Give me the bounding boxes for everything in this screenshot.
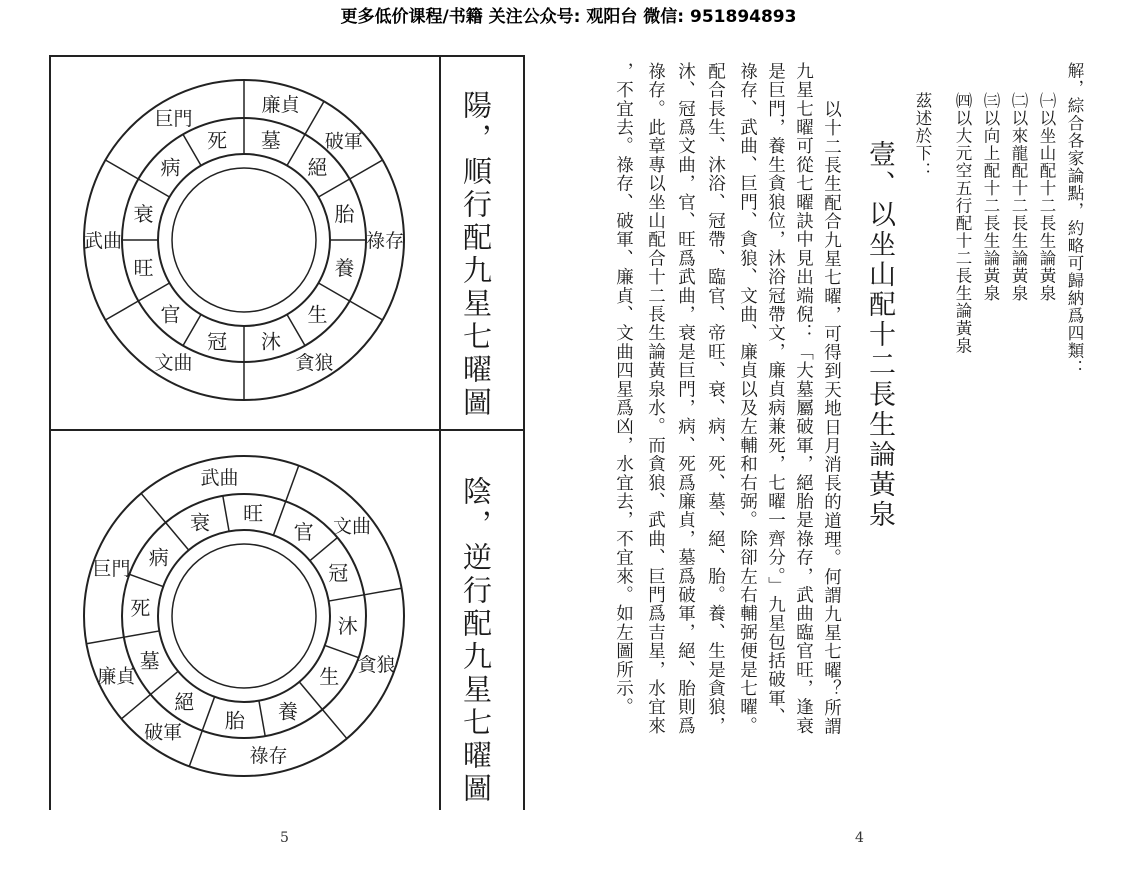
category-item: ㈡以來龍配十二長生論黃泉 bbox=[1009, 92, 1028, 302]
wheel-stage-label: 死 bbox=[207, 128, 228, 153]
body-line: 配合長生、沐浴、冠帶、臨官、帝旺、衰、病、死、墓、絕、胎。養、生是貪狼， bbox=[705, 62, 726, 736]
wheel-stage-label: 官 bbox=[293, 519, 314, 544]
wheel-star-label: 文曲 bbox=[154, 352, 193, 375]
category-item: ㈣以大元空五行配十二長生論黃泉 bbox=[953, 92, 972, 355]
wheel-stage-label: 病 bbox=[160, 155, 181, 180]
wheel-star-label: 廉貞 bbox=[261, 93, 300, 116]
wheel-stage-label: 養 bbox=[277, 699, 298, 724]
body-line: 以十二長生配合九星七曜，可得到天地日月消長的道理。何謂九星七曜？所謂 bbox=[821, 100, 842, 736]
body-line: 九星七曜可從七曜訣中見出端倪：「大墓屬破軍，絕胎是祿存，武曲臨官旺，逢衰 bbox=[793, 62, 814, 736]
wheel-star-label: 巨門 bbox=[92, 557, 131, 580]
body-line: 是巨門，養生貪狼位，沐浴冠帶文，廉貞病兼死，七曜一齊分。」九星包括破軍、 bbox=[765, 62, 786, 727]
body-line: ，不宜去。祿存、破軍、廉貞、文曲四星爲凶，水宜去，不宜來。如左圖所示。 bbox=[613, 62, 634, 717]
yin-diagram-caption: 陰，逆行配九星七曜圖 bbox=[459, 476, 493, 806]
wheel-stage-label: 生 bbox=[307, 302, 328, 327]
wheel-star-label: 祿存 bbox=[365, 230, 405, 252]
wheel-stage-label: 病 bbox=[148, 545, 169, 570]
body-line: 沐、冠爲文曲，官、旺爲武曲，衰是巨門，病、死爲廉貞，墓爲破軍，絕、胎則爲 bbox=[675, 62, 696, 736]
wheel-stage-label: 旺 bbox=[243, 501, 264, 526]
wheel-stage-label: 沐 bbox=[337, 614, 358, 639]
right-page-number: 4 bbox=[855, 830, 864, 846]
wheel-star-label: 武曲 bbox=[200, 467, 239, 490]
wheel-stage-label: 冠 bbox=[207, 329, 228, 354]
wheel-stage-label: 旺 bbox=[133, 255, 154, 280]
wheel-star-label: 祿存 bbox=[249, 744, 288, 767]
yang-wheel-diagram bbox=[74, 70, 414, 410]
wheel-stage-label: 墓 bbox=[139, 648, 160, 673]
wheel-stage-label: 官 bbox=[160, 302, 181, 327]
wheel-stage-label: 衰 bbox=[190, 510, 211, 535]
body-line: 祿存、武曲、巨門、貪狼、文曲、廉貞以及左輔和右弼。除卻左右輔弼便是七曜。 bbox=[737, 62, 758, 736]
wheel-stage-label: 衰 bbox=[133, 202, 154, 227]
wheel-star-label: 貪狼 bbox=[357, 654, 396, 677]
yang-diagram-caption: 陽，順行配九星七曜圖 bbox=[459, 90, 493, 420]
wheel-stage-label: 絕 bbox=[174, 690, 195, 715]
promo-banner: 更多低价课程/书籍 关注公众号: 观阳台 微信: 951894893 bbox=[340, 7, 797, 27]
category-item: ㈢以向上配十二長生論黃泉 bbox=[981, 92, 1000, 302]
wheel-star-label: 巨門 bbox=[154, 107, 193, 130]
wheel-stage-label: 生 bbox=[319, 664, 340, 689]
wheel-star-label: 文曲 bbox=[333, 515, 372, 538]
category-item: ㈠以坐山配十二長生論黃泉 bbox=[1037, 92, 1056, 302]
intro-line: 解，綜合各家論點，約略可歸納爲四類： bbox=[1065, 62, 1084, 377]
wheel-star-label: 破軍 bbox=[144, 721, 183, 744]
wheel-stage-label: 冠 bbox=[328, 561, 349, 586]
left-page-number: 5 bbox=[280, 830, 289, 846]
wheel-star-label: 貪狼 bbox=[295, 352, 334, 375]
section-title: 壹、以坐山配十二長生論黃泉 bbox=[864, 140, 895, 530]
wheel-stage-label: 胎 bbox=[224, 708, 245, 733]
wheel-stage-label: 沐 bbox=[260, 329, 281, 354]
wheel-stage-label: 墓 bbox=[260, 128, 281, 153]
wheel-star-label: 廉貞 bbox=[97, 665, 136, 688]
wheel-stage-label: 胎 bbox=[334, 202, 355, 227]
intro-line: 茲述於下： bbox=[913, 92, 932, 180]
wheel-star-label: 武曲 bbox=[83, 230, 123, 252]
yin-wheel-diagram bbox=[74, 446, 414, 786]
wheel-stage-label: 養 bbox=[334, 255, 355, 280]
wheel-stage-label: 絕 bbox=[307, 155, 328, 180]
wheel-star-label: 破軍 bbox=[324, 130, 363, 153]
wheel-stage-label: 死 bbox=[130, 595, 151, 620]
body-line: 祿存。此章專以坐山配合十二長生論黃泉水。而貪狼、武曲、巨門爲吉星，水宜來 bbox=[645, 62, 666, 736]
